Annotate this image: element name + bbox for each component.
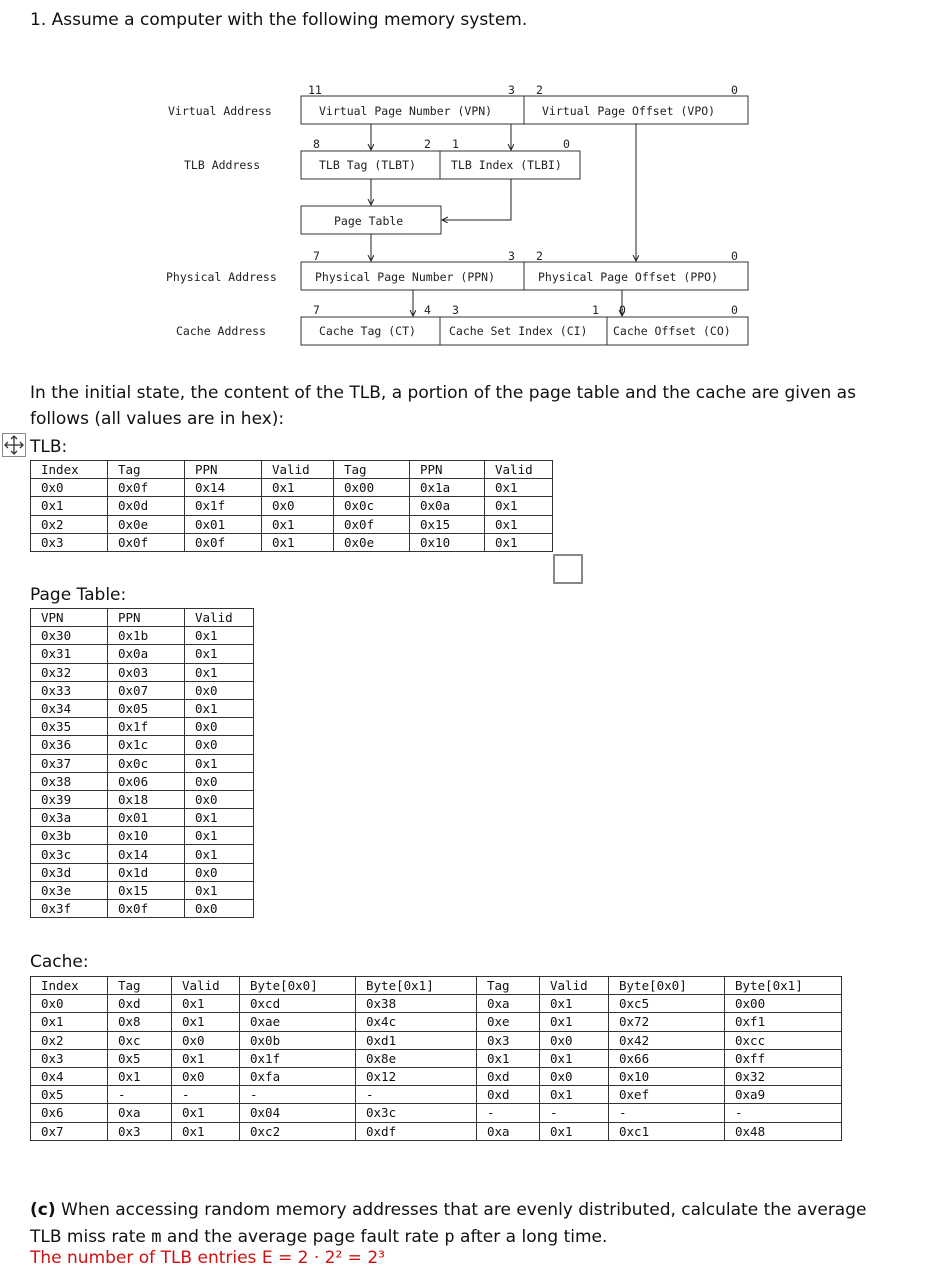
move-icon[interactable]: [2, 433, 26, 457]
cache-cell: 0x3: [31, 1049, 108, 1067]
cache-row: [31, 1031, 842, 1049]
page-table-cell: 0x06: [108, 772, 185, 790]
page-table-cell: 0x1: [185, 881, 254, 899]
bit-index: 7: [313, 249, 320, 263]
tlb-cell: 0x0e: [334, 533, 410, 551]
page-table-cell: 0x30: [31, 627, 108, 645]
cache-cell: -: [725, 1104, 842, 1122]
cache-cell: 0xa: [477, 995, 540, 1013]
cache-header-cell: Index: [31, 977, 108, 995]
page-table-cell: 0x0: [185, 736, 254, 754]
cache-cell: 0xc5: [609, 995, 725, 1013]
diagram-field-label: TLB Index (TLBI): [451, 158, 562, 172]
cache-cell: 0x1: [31, 1013, 108, 1031]
diagram-field-label: Physical Page Number (PPN): [315, 270, 496, 284]
cache-cell: 0x0: [172, 1031, 240, 1049]
cache-cell: 0x1: [172, 995, 240, 1013]
bit-index: 2: [536, 249, 543, 263]
page-table-cell: 0x1: [185, 627, 254, 645]
page-table-cell: 0x1: [185, 809, 254, 827]
page-table: [30, 608, 254, 918]
cache-cell: 0x6: [31, 1104, 108, 1122]
page-table-cell: 0x0: [185, 718, 254, 736]
cache-cell: 0x8e: [356, 1049, 477, 1067]
cache-header-cell: Byte[0x0]: [609, 977, 725, 995]
bit-index: 7: [313, 303, 320, 317]
page-table-cell: 0x3a: [31, 809, 108, 827]
page-table-cell: 0x0: [185, 772, 254, 790]
page-table-cell: 0x3f: [31, 900, 108, 918]
page-table-cell: 0x10: [108, 827, 185, 845]
tlb-header-cell: PPN: [410, 461, 485, 479]
tlb-cell: 0x0a: [410, 497, 485, 515]
bit-index: 0: [731, 303, 738, 317]
cache-cell: 0xef: [609, 1086, 725, 1104]
tlb-header-cell: Valid: [262, 461, 334, 479]
cache-table: [30, 976, 842, 1141]
cache-header-cell: Byte[0x1]: [725, 977, 842, 995]
page-table-cell: 0x0f: [108, 900, 185, 918]
cache-cell: 0xc: [108, 1031, 172, 1049]
page-table-header-row: [31, 609, 254, 627]
question-intro: 1. Assume a computer with the following memory system.: [30, 10, 528, 30]
page-table-cell: 0x0: [185, 681, 254, 699]
cache-cell: 0x7: [31, 1122, 108, 1140]
tlb-cell: 0x1: [485, 533, 553, 551]
cache-cell: 0x1: [540, 1049, 609, 1067]
cache-cell: 0xa: [477, 1122, 540, 1140]
cache-cell: 0x1: [540, 1086, 609, 1104]
page-table-cell: 0x34: [31, 699, 108, 717]
cache-cell: 0x1: [477, 1049, 540, 1067]
cache-cell: 0xfa: [240, 1067, 356, 1085]
tlb-cell: 0x2: [31, 515, 108, 533]
tlb-title: TLB:: [30, 437, 68, 457]
cache-cell: 0x48: [725, 1122, 842, 1140]
page-table-cell: 0x1: [185, 699, 254, 717]
cache-cell: 0x0: [172, 1067, 240, 1085]
page-table-cell: 0x03: [108, 663, 185, 681]
cache-cell: 0x0: [540, 1031, 609, 1049]
page-table-cell: 0x0: [185, 863, 254, 881]
cache-cell: 0x8: [108, 1013, 172, 1031]
page-table-cell: 0x1: [185, 827, 254, 845]
page-table-cell: 0x3b: [31, 827, 108, 845]
tlb-cell: 0x15: [410, 515, 485, 533]
tlb-cell: 0x1: [485, 479, 553, 497]
cache-cell: 0x04: [240, 1104, 356, 1122]
bit-index: 3: [452, 303, 459, 317]
page-table-row: [31, 627, 254, 645]
page-table-cell: 0x38: [31, 772, 108, 790]
tlb-header-cell: PPN: [185, 461, 262, 479]
cache-cell: -: [356, 1086, 477, 1104]
page-table-cell: 0x1: [185, 663, 254, 681]
diagram-field-label: Physical Page Offset (PPO): [538, 270, 719, 284]
page-table-cell: 0x3e: [31, 881, 108, 899]
part-c-question: [30, 1197, 890, 1251]
cache-cell: 0x72: [609, 1013, 725, 1031]
cache-cell: -: [108, 1086, 172, 1104]
page-table-cell: 0x36: [31, 736, 108, 754]
cache-cell: 0x42: [609, 1031, 725, 1049]
cache-cell: 0x2: [31, 1031, 108, 1049]
cache-cell: 0xf1: [725, 1013, 842, 1031]
page-table-row: [31, 754, 254, 772]
diagram-field-label: Cache Offset (CO): [613, 324, 731, 338]
cache-cell: 0x1: [172, 1122, 240, 1140]
page-table-cell: 0x1: [185, 645, 254, 663]
diagram-field-label: Cache Tag (CT): [319, 324, 416, 338]
bit-index: 1: [592, 303, 599, 317]
cache-cell: 0x5: [108, 1049, 172, 1067]
label-tlb-address: TLB Address: [184, 158, 261, 172]
cache-cell: 0x3: [108, 1122, 172, 1140]
part-c-label: (c): [30, 1200, 56, 1220]
page-table-cell: 0x0c: [108, 754, 185, 772]
cache-cell: -: [609, 1104, 725, 1122]
cache-row: [31, 1067, 842, 1085]
address-diagram: [0, 0, 928, 360]
cache-header-cell: Valid: [172, 977, 240, 995]
bit-index: 0: [731, 83, 738, 97]
tlb-cell: 0x1: [485, 515, 553, 533]
cache-cell: 0x66: [609, 1049, 725, 1067]
cache-cell: 0x0b: [240, 1031, 356, 1049]
cache-cell: 0xa: [108, 1104, 172, 1122]
cache-cell: 0x12: [356, 1067, 477, 1085]
tlb-cell: 0x0f: [108, 479, 185, 497]
tlb-cell: 0x0f: [108, 533, 185, 551]
tlb-cell: 0x0c: [334, 497, 410, 515]
tlb-cell: 0x1: [31, 497, 108, 515]
tlb-cell: 0x0: [262, 497, 334, 515]
cache-cell: 0xc1: [609, 1122, 725, 1140]
cache-row: [31, 1049, 842, 1067]
cache-cell: 0x1: [172, 1104, 240, 1122]
cache-row: [31, 1122, 842, 1140]
page-table-header-cell: PPN: [108, 609, 185, 627]
page-table-header-cell: VPN: [31, 609, 108, 627]
cache-cell: 0xae: [240, 1013, 356, 1031]
page-table-cell: 0x1d: [108, 863, 185, 881]
cache-title: Cache:: [30, 952, 89, 972]
cache-header-row: [31, 977, 842, 995]
part-c-text-1: When accessing random memory addresses that are evenly distributed, calculate the average TLB miss rate: [30, 1200, 867, 1247]
diagram-field-label: Cache Set Index (CI): [449, 324, 588, 338]
page-table-cell: 0x32: [31, 663, 108, 681]
cache-cell: 0x00: [725, 995, 842, 1013]
page-table-cell: 0x1b: [108, 627, 185, 645]
tlb-header-cell: Index: [31, 461, 108, 479]
page-table-cell: 0x1c: [108, 736, 185, 754]
page-table-cell: 0x14: [108, 845, 185, 863]
page-table-cell: 0x0: [185, 790, 254, 808]
cache-cell: 0xc2: [240, 1122, 356, 1140]
cache-cell: 0x0: [540, 1067, 609, 1085]
page-table-cell: 0x1: [185, 754, 254, 772]
cache-cell: 0x3c: [356, 1104, 477, 1122]
bit-index: 0: [731, 249, 738, 263]
page-table-cell: 0x05: [108, 699, 185, 717]
page-table-row: [31, 663, 254, 681]
cache-row: [31, 1104, 842, 1122]
page-table-header-cell: Valid: [185, 609, 254, 627]
tlb-table: [30, 460, 553, 552]
cache-cell: 0xdf: [356, 1122, 477, 1140]
tlb-row: [31, 515, 553, 533]
cache-row: [31, 995, 842, 1013]
cache-cell: 0xa9: [725, 1086, 842, 1104]
tlb-cell: 0x00: [334, 479, 410, 497]
cache-cell: -: [172, 1086, 240, 1104]
cache-header-cell: Tag: [477, 977, 540, 995]
page-table-row: [31, 809, 254, 827]
cache-header-cell: Byte[0x0]: [240, 977, 356, 995]
part-c-text-2: and the average page fault rate: [161, 1227, 445, 1247]
tlb-cell: 0x10: [410, 533, 485, 551]
label-cache-address: Cache Address: [176, 324, 267, 338]
page-table-row: [31, 881, 254, 899]
cache-cell: 0x38: [356, 995, 477, 1013]
bit-index: 4: [424, 303, 431, 317]
cache-cell: -: [477, 1104, 540, 1122]
cache-cell: 0xe: [477, 1013, 540, 1031]
page-table-cell: 0x35: [31, 718, 108, 736]
page-table-cell: 0x01: [108, 809, 185, 827]
page-table-row: [31, 736, 254, 754]
part-c-text-3: after a long time.: [454, 1227, 608, 1247]
cache-cell: 0x0: [31, 995, 108, 1013]
tlb-row: [31, 497, 553, 515]
page-table-row: [31, 827, 254, 845]
tlb-cell: 0x1a: [410, 479, 485, 497]
cache-row: [31, 1013, 842, 1031]
page-table-cell: 0x0a: [108, 645, 185, 663]
cache-cell: 0x1: [172, 1049, 240, 1067]
diagram-field-label: Page Table: [334, 214, 404, 228]
tlb-cell: 0x1: [262, 533, 334, 551]
page-table-row: [31, 681, 254, 699]
page-table-row: [31, 718, 254, 736]
tlb-header-cell: Tag: [108, 461, 185, 479]
cache-cell: 0x10: [609, 1067, 725, 1085]
cache-cell: 0x1: [172, 1013, 240, 1031]
cache-cell: 0x1: [540, 995, 609, 1013]
cache-cell: 0x1: [540, 1122, 609, 1140]
page-table-row: [31, 699, 254, 717]
var-m: m: [151, 1227, 162, 1247]
checkbox-icon[interactable]: [553, 554, 583, 584]
cache-cell: -: [540, 1104, 609, 1122]
cache-cell: 0x1f: [240, 1049, 356, 1067]
var-p: p: [444, 1227, 455, 1247]
cache-cell: 0x4: [31, 1067, 108, 1085]
cache-cell: 0x3: [477, 1031, 540, 1049]
tlb-cell: 0x0f: [185, 533, 262, 551]
cache-cell: 0x1: [108, 1067, 172, 1085]
cache-cell: 0xd: [477, 1086, 540, 1104]
page-table-cell: 0x3d: [31, 863, 108, 881]
page-table-cell: 0x37: [31, 754, 108, 772]
cache-cell: 0xff: [725, 1049, 842, 1067]
answer-partial: The number of TLB entries E = 2 · 2² = 2³: [30, 1248, 385, 1268]
tlb-cell: 0x3: [31, 533, 108, 551]
page-table-cell: 0x07: [108, 681, 185, 699]
tlb-cell: 0x0f: [334, 515, 410, 533]
cache-cell: 0x5: [31, 1086, 108, 1104]
page-table-cell: 0x1f: [108, 718, 185, 736]
tlb-row: [31, 479, 553, 497]
label-virtual-address: Virtual Address: [168, 104, 272, 118]
cache-cell: 0xd1: [356, 1031, 477, 1049]
cache-cell: 0xd: [108, 995, 172, 1013]
tlb-cell: 0x1f: [185, 497, 262, 515]
page-table-cell: 0x31: [31, 645, 108, 663]
cache-cell: 0x1: [540, 1013, 609, 1031]
bit-index: 0: [619, 303, 626, 317]
bit-index: 3: [508, 83, 515, 97]
diagram-field-label: Virtual Page Offset (VPO): [542, 104, 716, 118]
cache-cell: 0xcc: [725, 1031, 842, 1049]
page-table-cell: 0x0: [185, 900, 254, 918]
cache-cell: 0x4c: [356, 1013, 477, 1031]
tlb-cell: 0x1: [262, 515, 334, 533]
tlb-header-cell: Valid: [485, 461, 553, 479]
page-table-row: [31, 900, 254, 918]
cache-header-cell: Tag: [108, 977, 172, 995]
tlb-cell: 0x01: [185, 515, 262, 533]
page-table-cell: 0x3c: [31, 845, 108, 863]
tlb-header-cell: Tag: [334, 461, 410, 479]
bit-index: 1: [452, 137, 459, 151]
page-table-title: Page Table:: [30, 585, 127, 605]
label-physical-address: Physical Address: [166, 270, 277, 284]
page-table-cell: 0x33: [31, 681, 108, 699]
bit-index: 2: [424, 137, 431, 151]
bit-index: 3: [508, 249, 515, 263]
bit-index: 2: [536, 83, 543, 97]
tlb-cell: 0x1: [262, 479, 334, 497]
bit-index: 0: [563, 137, 570, 151]
cache-cell: 0xcd: [240, 995, 356, 1013]
cache-cell: -: [240, 1086, 356, 1104]
tlb-row: [31, 533, 553, 551]
cache-cell: 0xd: [477, 1067, 540, 1085]
tlb-cell: 0x14: [185, 479, 262, 497]
page-table-row: [31, 790, 254, 808]
page-table-row: [31, 772, 254, 790]
tlb-cell: 0x0: [31, 479, 108, 497]
page-table-row: [31, 845, 254, 863]
bit-index: 11: [308, 83, 322, 97]
cache-header-cell: Byte[0x1]: [356, 977, 477, 995]
page-table-cell: 0x15: [108, 881, 185, 899]
tlb-cell: 0x1: [485, 497, 553, 515]
cache-header-cell: Valid: [540, 977, 609, 995]
bit-index: 8: [313, 137, 320, 151]
page-table-cell: 0x18: [108, 790, 185, 808]
diagram-field-label: Virtual Page Number (VPN): [319, 104, 493, 118]
tlb-cell: 0x0e: [108, 515, 185, 533]
cache-cell: 0x32: [725, 1067, 842, 1085]
page-table-row: [31, 645, 254, 663]
tlb-header-row: [31, 461, 553, 479]
page-table-cell: 0x39: [31, 790, 108, 808]
diagram-field-label: TLB Tag (TLBT): [319, 158, 416, 172]
cache-row: [31, 1086, 842, 1104]
page-table-row: [31, 863, 254, 881]
tlb-cell: 0x0d: [108, 497, 185, 515]
intro-paragraph: In the initial state, the content of the TLB, a portion of the page table and the cache are given as follows (all values are in hex):: [30, 383, 856, 429]
page-table-cell: 0x1: [185, 845, 254, 863]
